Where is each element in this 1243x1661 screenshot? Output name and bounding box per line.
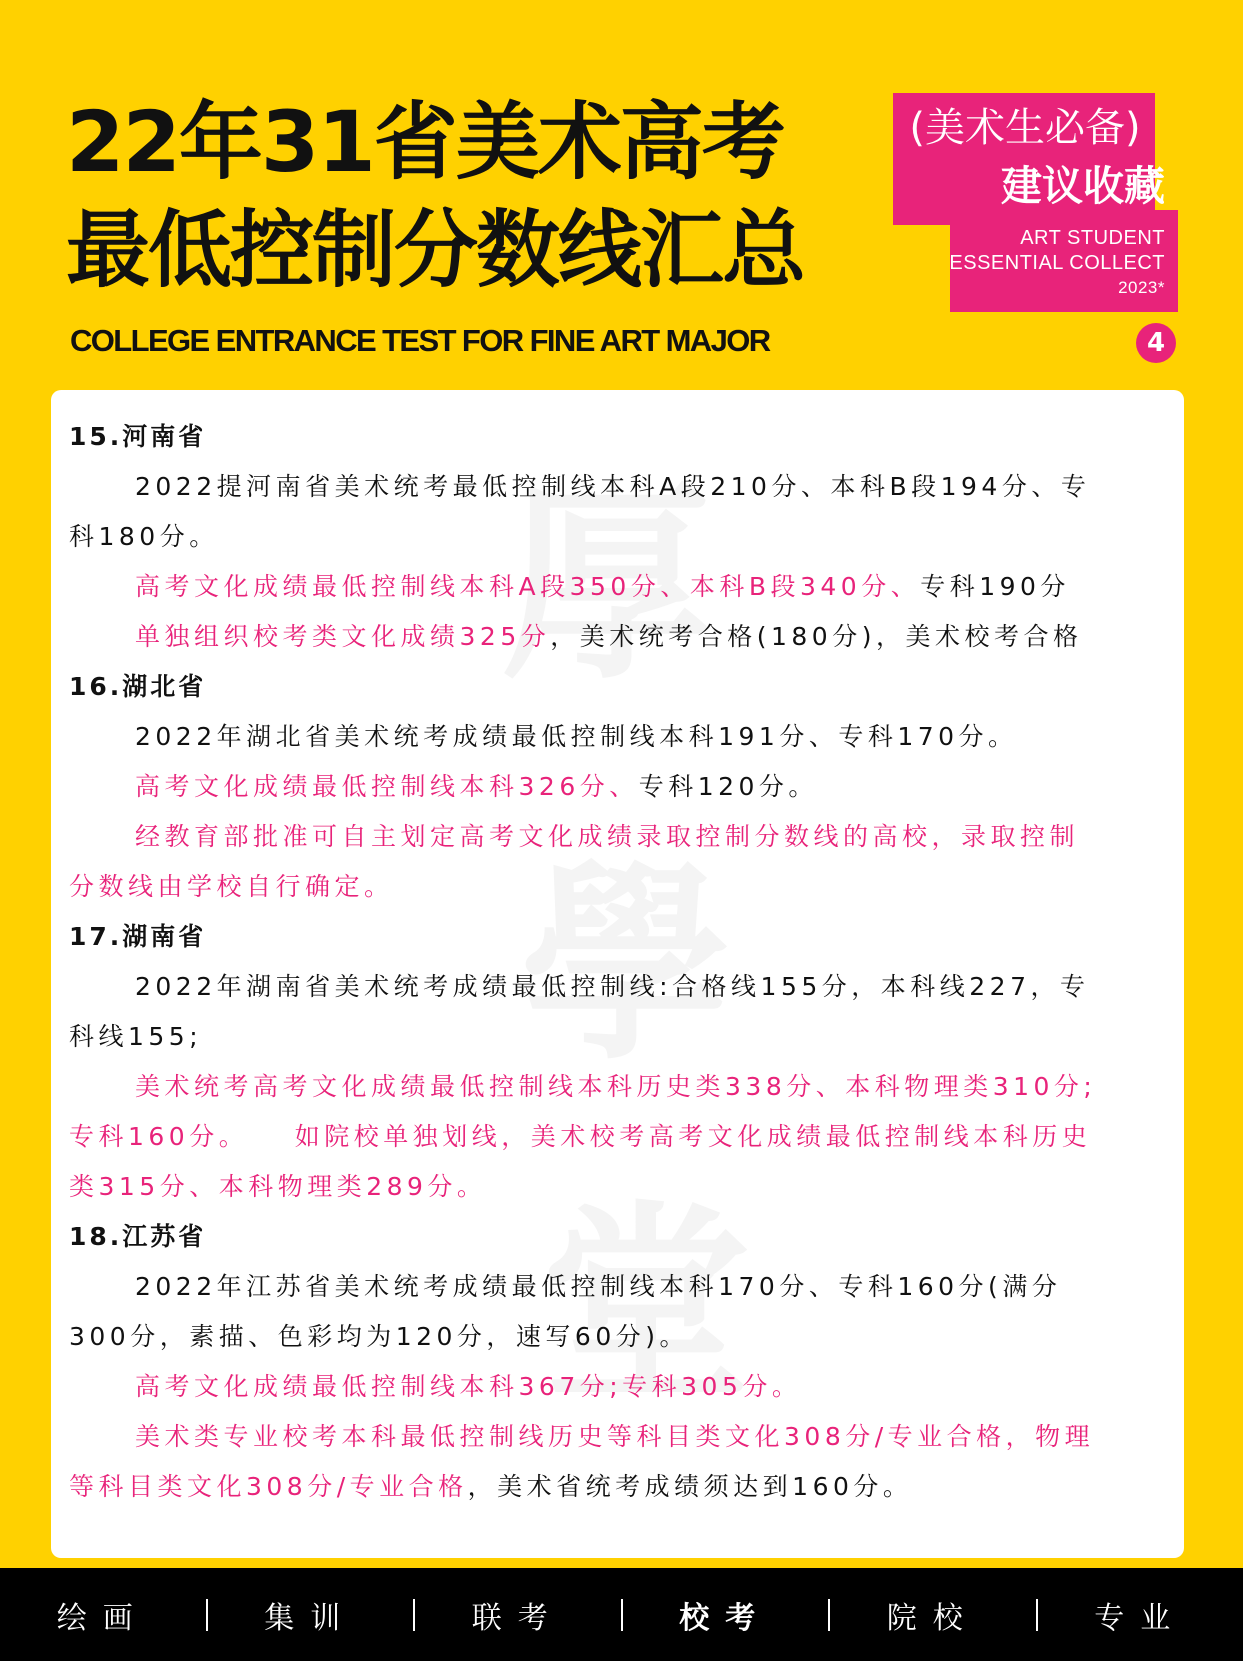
text-line: [69, 1462, 1169, 1512]
content-card: [51, 390, 1184, 1558]
text-line: 2022年湖北省美术统考成绩最低控制线本科191分、专科170分。: [135, 722, 1018, 751]
text-line: 2022年湖南省美术统考成绩最低控制线:合格线155分，本科线227，专: [135, 972, 1090, 1001]
nav-item-school-exam[interactable]: 校考: [679, 1600, 772, 1636]
collect-tag-paren-text: (美术生必备): [909, 105, 1141, 151]
highlight-line: 美术类专业校考本科最低控制线历史等科目类文化308分/专业合格，物理: [135, 1422, 1095, 1451]
highlight-line: 美术统考高考文化成绩最低控制线本科历史类338分、本科物理类310分;: [135, 1072, 1097, 1101]
text-line: [69, 612, 1169, 662]
collect-tag-en-line-1: ART STUDENT: [1020, 227, 1165, 249]
collect-tag-year: 2023*: [1118, 278, 1165, 297]
highlight-line: 高考文化成绩最低控制线本科367分;专科305分。: [135, 1372, 802, 1401]
section-heading-hunan: 17.湖南省: [69, 922, 207, 951]
section-heading-henan: 15.河南省: [69, 422, 207, 451]
plain-text: ，美术统考合格(180分)，美术校考合格: [550, 622, 1083, 651]
text-line: 2022提河南省美术统考最低控制线本科A段210分、本科B段194分、专: [135, 472, 1091, 501]
collect-tag-en-line-2: ESSENTIAL COLLECT: [949, 252, 1165, 274]
bottom-nav: [0, 1568, 1243, 1661]
nav-item-joint-exam[interactable]: 联考: [471, 1600, 564, 1636]
nav-item-colleges[interactable]: 院校: [886, 1600, 979, 1636]
highlight-text: 等科目类文化308分/专业合格: [69, 1472, 468, 1501]
text-line: 300分，素描、色彩均为120分，速写60分)。: [69, 1322, 690, 1351]
plain-text: 专科120分。: [638, 772, 818, 801]
text-line: [69, 762, 1169, 812]
text-line: 科线155;: [69, 1022, 203, 1051]
collect-tag-title: 建议收藏: [1001, 162, 1165, 210]
section-heading-hubei: 16.湖北省: [69, 672, 207, 701]
highlight-text: 单独组织校考类文化成绩325分: [135, 622, 551, 651]
page-title-line-1: 22年31省美术高考: [66, 93, 784, 191]
plain-text: ，美术省统考成绩须达到160分。: [467, 1472, 913, 1501]
nav-item-painting[interactable]: 绘画: [56, 1600, 149, 1636]
highlight-line: 分数线由学校自行确定。: [69, 872, 394, 901]
highlight-line: 专科160分。 如院校单独划线，美术校考高考文化成绩最低控制线本科历史: [69, 1122, 1092, 1151]
page-subtitle: COLLEGE ENTRANCE TEST FOR FINE ART MAJOR: [70, 323, 770, 358]
highlight-line: 经教育部批准可自主划定高考文化成绩录取控制分数线的高校，录取控制: [135, 822, 1080, 851]
section-heading-jiangsu: 18.江苏省: [69, 1222, 207, 1251]
text-line: 2022年江苏省美术统考成绩最低控制线本科170分、专科160分(满分: [135, 1272, 1062, 1301]
highlight-line: 类315分、本科物理类289分。: [69, 1172, 487, 1201]
nav-item-majors[interactable]: 专业: [1094, 1600, 1187, 1636]
highlight-text: 高考文化成绩最低控制线本科A段350分、本科B段340分、: [135, 572, 921, 601]
page-number-badge: 4: [1136, 323, 1176, 363]
plain-text: 专科190分: [920, 572, 1070, 601]
nav-item-training[interactable]: 集训: [264, 1600, 357, 1636]
content-lines: [69, 412, 1169, 1512]
text-line: [69, 562, 1169, 612]
text-line: 科180分。: [69, 522, 219, 551]
page-title-line-2: 最低控制分数线汇总: [66, 201, 805, 299]
highlight-text: 高考文化成绩最低控制线本科326分、: [135, 772, 639, 801]
